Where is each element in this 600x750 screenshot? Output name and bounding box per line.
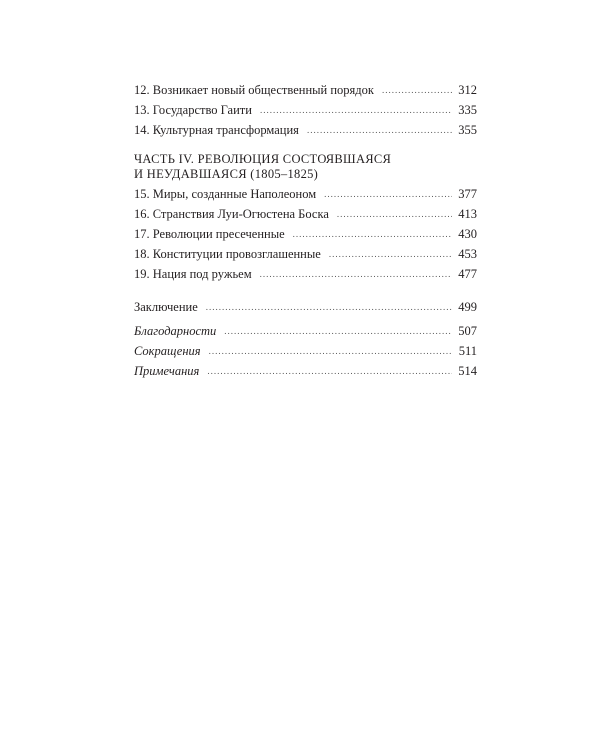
toc-entry-title: 15. Миры, созданные Наполеоном bbox=[134, 187, 317, 201]
dot-leader bbox=[224, 320, 452, 341]
dot-leader bbox=[293, 223, 453, 244]
toc-entry-title: 17. Революции пресеченные bbox=[134, 227, 285, 241]
dot-leader bbox=[382, 79, 452, 100]
toc-entry[interactable] bbox=[134, 341, 477, 361]
toc-entry-page: 507 bbox=[458, 324, 477, 338]
toc-entry[interactable] bbox=[134, 224, 477, 244]
toc-entry-page: 477 bbox=[458, 267, 477, 281]
toc-entry-page: 312 bbox=[458, 83, 477, 97]
toc-entry[interactable] bbox=[134, 100, 477, 120]
toc-entry-page: 511 bbox=[458, 344, 477, 358]
toc-entry-page: 499 bbox=[458, 300, 477, 314]
part-heading-line2: И НЕУДАВШАЯСЯ (1805–1825) bbox=[134, 167, 319, 181]
dot-leader bbox=[207, 360, 452, 381]
dot-leader bbox=[209, 340, 453, 361]
dot-leader bbox=[337, 203, 452, 224]
dot-leader bbox=[260, 99, 452, 120]
dot-leader bbox=[324, 183, 452, 204]
dot-leader bbox=[307, 119, 452, 140]
toc-entry[interactable] bbox=[134, 321, 477, 341]
toc-entry-title: 16. Странствия Луи-Огюстена Боска bbox=[134, 207, 329, 221]
toc-entry-title: Заключение bbox=[134, 300, 198, 314]
toc-entry-title: 13. Государство Гаити bbox=[134, 103, 252, 117]
toc-entry-conclusion[interactable] bbox=[134, 297, 477, 317]
toc-entry-page: 430 bbox=[458, 227, 477, 241]
toc-entry-title: 14. Культурная трансформация bbox=[134, 123, 299, 137]
part-heading bbox=[134, 152, 477, 182]
toc-entry[interactable] bbox=[134, 184, 477, 204]
table-of-contents bbox=[134, 80, 477, 381]
toc-entry-page: 413 bbox=[458, 207, 477, 221]
toc-entry-title: 12. Возникает новый общественный порядок bbox=[134, 83, 374, 97]
toc-entry-title: Сокращения bbox=[134, 344, 201, 358]
dot-leader bbox=[206, 296, 453, 317]
toc-entry[interactable] bbox=[134, 361, 477, 381]
toc-entry-title: 19. Нация под ружьем bbox=[134, 267, 252, 281]
toc-entry[interactable] bbox=[134, 80, 477, 100]
toc-entry-page: 335 bbox=[458, 103, 477, 117]
toc-entry-title: 18. Конституции провозглашенные bbox=[134, 247, 321, 261]
dot-leader bbox=[329, 243, 452, 264]
toc-entry-title: Примечания bbox=[134, 364, 200, 378]
toc-entry-page: 355 bbox=[458, 123, 477, 137]
toc-entry[interactable] bbox=[134, 264, 477, 284]
toc-entry-page: 514 bbox=[458, 364, 477, 378]
toc-entry[interactable] bbox=[134, 120, 477, 140]
toc-entry-page: 377 bbox=[458, 187, 477, 201]
toc-entry-page: 453 bbox=[458, 247, 477, 261]
dot-leader bbox=[260, 263, 453, 284]
toc-entry[interactable] bbox=[134, 204, 477, 224]
part-heading-line1: ЧАСТЬ IV. РЕВОЛЮЦИЯ СОСТОЯВШАЯСЯ bbox=[134, 152, 392, 166]
toc-entry[interactable] bbox=[134, 244, 477, 264]
toc-entry-title: Благодарности bbox=[134, 324, 217, 338]
